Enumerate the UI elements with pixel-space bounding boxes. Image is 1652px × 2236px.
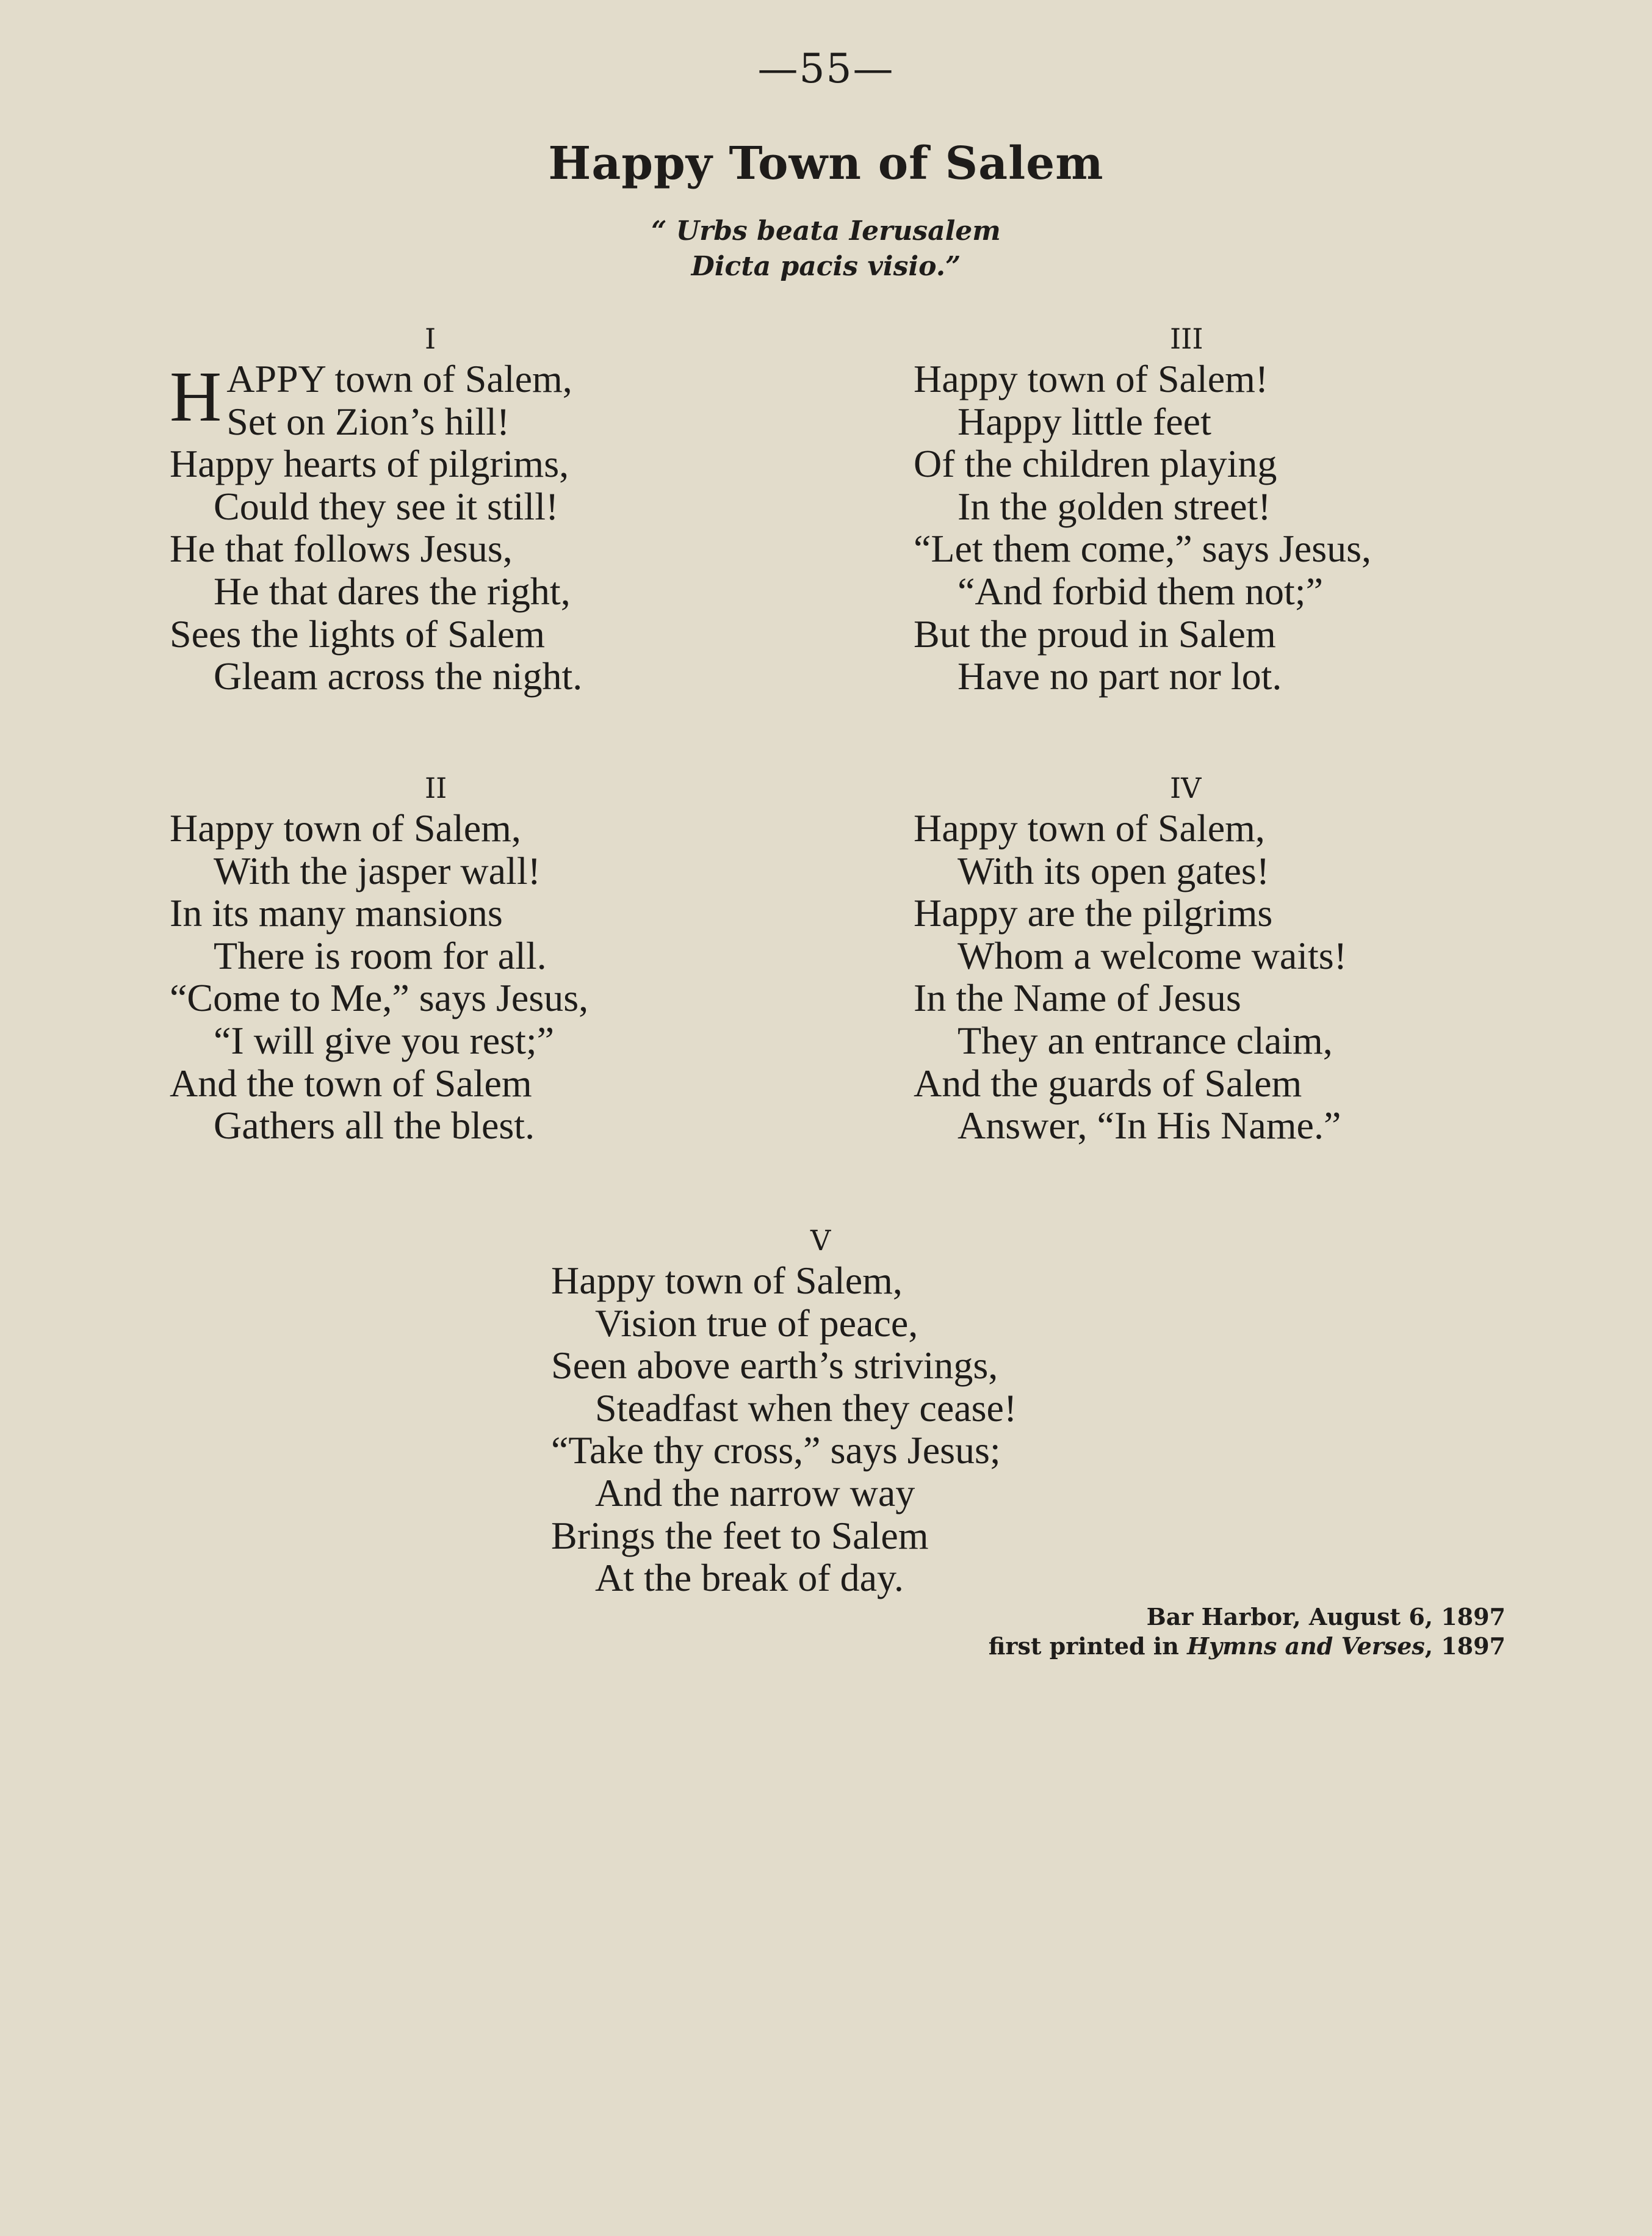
page-number: —55— <box>757 45 895 92</box>
stanza-numeral: V <box>810 1224 831 1257</box>
stanza-line: Happy town of Salem, <box>914 806 1265 850</box>
stanza-line: Happy town of Salem, <box>551 1259 903 1302</box>
stanza-line: Have no part nor lot. <box>958 654 1282 698</box>
stanza-line: He that dares the right, <box>214 569 571 613</box>
stanza-line: With the jasper wall! <box>214 848 541 892</box>
stanza-line: Vision true of peace, <box>595 1301 918 1345</box>
stanza-line: “Let them come,” says Jesus, <box>914 527 1371 571</box>
stanza-line: He that follows Jesus, <box>170 527 513 571</box>
stanza-numeral: III <box>1170 322 1203 355</box>
colophon-printed-prefix: first printed in <box>988 1632 1188 1660</box>
colophon-book-title: Hymns and Verses <box>1187 1632 1425 1660</box>
stanza-2 <box>170 770 719 1147</box>
stanza-3 <box>914 321 1585 698</box>
stanza-line: Answer, “In His Name.” <box>958 1104 1341 1148</box>
stanza-numeral: II <box>425 772 447 805</box>
stanza-numeral: I <box>425 322 436 355</box>
stanza-line: And the narrow way <box>595 1471 915 1514</box>
stanza-line: Of the children playing <box>914 442 1277 486</box>
epigraph <box>0 214 1652 284</box>
stanza-line: Happy town of Salem, <box>170 806 521 850</box>
stanza-5 <box>551 1223 1222 1599</box>
colophon <box>989 1602 1506 1661</box>
stanza-line: And the guards of Salem <box>914 1061 1302 1105</box>
stanza-line: In the Name of Jesus <box>914 976 1241 1020</box>
stanza-line: There is room for all. <box>214 933 547 977</box>
stanza-line: Happy little feet <box>958 399 1211 443</box>
stanza-line: Happy are the pilgrims <box>914 891 1273 935</box>
stanza-line: Gleam across the night. <box>214 654 583 698</box>
stanza-line: And the town of Salem <box>170 1061 532 1105</box>
stanza-4 <box>914 770 1585 1147</box>
stanza-line: With its open gates! <box>958 848 1270 892</box>
stanza-line: Brings the feet to Salem <box>551 1513 929 1557</box>
stanza-line: “Take thy cross,” says Jesus; <box>551 1428 1001 1472</box>
colophon-printed <box>989 1632 1506 1661</box>
epigraph-line: Dicta pacis visio.” <box>691 251 961 282</box>
drop-cap: H <box>170 356 222 436</box>
stanza-1 <box>170 321 719 698</box>
stanza-line: “Come to Me,” says Jesus, <box>170 976 589 1020</box>
epigraph-line: “ Urbs beata Ierusalem <box>651 215 1001 247</box>
first-line-text: APPY town of Salem, <box>226 357 572 400</box>
stanza-line: Gathers all the blest. <box>214 1104 535 1148</box>
page-title: Happy Town of Salem <box>548 137 1104 190</box>
stanza-line: Could they see it still! <box>214 484 559 528</box>
stanza-numeral: IV <box>1170 772 1202 805</box>
stanza-line: “I will give you rest;” <box>214 1018 555 1062</box>
colophon-place-date: Bar Harbor, August 6, 1897 <box>1146 1603 1506 1630</box>
stanza-line: “And forbid them not;” <box>958 569 1323 613</box>
stanza-line: Sees the lights of Salem <box>170 612 546 656</box>
stanza-line: In its many mansions <box>170 891 503 935</box>
stanza-line: Happy hearts of pilgrims, <box>170 442 569 486</box>
colophon-printed-suffix: , 1897 <box>1424 1632 1506 1660</box>
stanza-line: At the break of day. <box>595 1556 904 1600</box>
stanza-line: Seen above earth’s strivings, <box>551 1344 998 1388</box>
stanza-line: Whom a welcome waits! <box>958 933 1347 977</box>
stanza-line: They an entrance claim, <box>958 1018 1333 1062</box>
stanza-line: Set on Zion’s hill! <box>226 399 510 443</box>
stanza-line: Steadfast when they cease! <box>595 1386 1017 1430</box>
stanza-line: But the proud in Salem <box>914 612 1276 656</box>
stanza-line: In the golden street! <box>958 484 1271 528</box>
stanza-line: Happy town of Salem! <box>914 357 1269 400</box>
